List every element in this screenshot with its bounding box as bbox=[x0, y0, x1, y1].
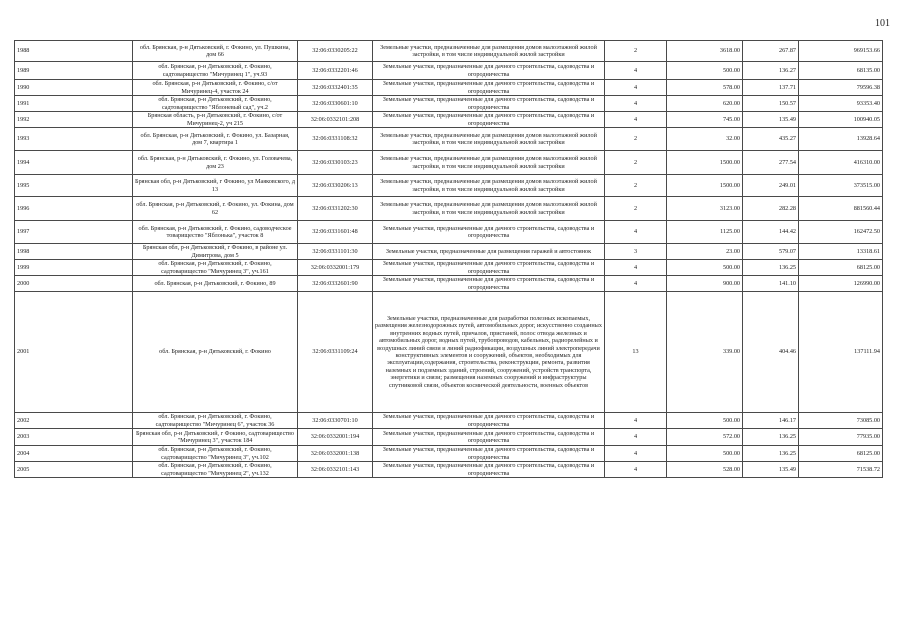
row-number: 2000 bbox=[15, 276, 133, 292]
category-cell: 4 bbox=[605, 429, 667, 446]
cadastral-value-cell: 373515.00 bbox=[799, 175, 883, 197]
table-row bbox=[15, 151, 883, 175]
category-cell: 4 bbox=[605, 96, 667, 112]
row-number: 1991 bbox=[15, 96, 133, 112]
specific-value-cell: 277.54 bbox=[743, 151, 799, 175]
address-cell: Брянская обл, р-н Дятьковский, г Фокино, садтоварищество "Мичуринец 3", участок 184 bbox=[133, 429, 298, 446]
address-cell: обл. Брянская, р-н Дятьковский, г. Фокино, садоводческое товарищество "Яблонька", участок 8 bbox=[133, 221, 298, 244]
address-cell: Брянская обл, р-н Дятьковский, г Фокино, в районе ул. Димитрова, дом 5 bbox=[133, 244, 298, 260]
area-cell: 3123.00 bbox=[667, 197, 743, 221]
row-number: 1999 bbox=[15, 260, 133, 276]
table-row bbox=[15, 175, 883, 197]
row-number: 2002 bbox=[15, 413, 133, 429]
permitted-use-cell: Земельные участки, предназначенные для размещения домов малоэтажной жилой застройки, в том числе индивидуальной жилой застройки bbox=[373, 151, 605, 175]
cadastral-value-cell: 68125.00 bbox=[799, 260, 883, 276]
row-number: 2004 bbox=[15, 446, 133, 462]
row-number: 1994 bbox=[15, 151, 133, 175]
specific-value-cell: 435.27 bbox=[743, 128, 799, 151]
table-row bbox=[15, 41, 883, 62]
cadastral-number-cell: 32:06:0330601:10 bbox=[298, 96, 373, 112]
table-row bbox=[15, 197, 883, 221]
specific-value-cell: 136.27 bbox=[743, 62, 799, 80]
cadastral-value-cell: 71538.72 bbox=[799, 462, 883, 478]
address-cell: обл. Брянская, р-н Дятьковский, г. Фокино, ул. Головачева, дом 23 bbox=[133, 151, 298, 175]
specific-value-cell: 141.10 bbox=[743, 276, 799, 292]
category-cell: 4 bbox=[605, 446, 667, 462]
permitted-use-cell: Земельные участки, предназначенные для дачного строительства, садоводства и огородничества bbox=[373, 62, 605, 80]
row-number: 1996 bbox=[15, 197, 133, 221]
cadastral-number-cell: 32:06:0331108:32 bbox=[298, 128, 373, 151]
table-row bbox=[15, 462, 883, 478]
category-cell: 2 bbox=[605, 151, 667, 175]
address-cell: обл. Брянская, р-н Дятьковский, г. Фокино, ул. Фокина, дом 62 bbox=[133, 197, 298, 221]
cadastral-number-cell: 32:06:0332001:138 bbox=[298, 446, 373, 462]
row-number: 1998 bbox=[15, 244, 133, 260]
area-cell: 32.00 bbox=[667, 128, 743, 151]
cadastral-value-cell: 68135.00 bbox=[799, 62, 883, 80]
table-row bbox=[15, 128, 883, 151]
row-number: 1990 bbox=[15, 80, 133, 96]
specific-value-cell: 137.71 bbox=[743, 80, 799, 96]
row-number: 1988 bbox=[15, 41, 133, 62]
permitted-use-cell: Земельные участки, предназначенные для разработки полезных ископаемых, размещения железнодорожных путей, автомобильных дорог, искусственно созданных внутренних водных путей, причалов, пристаней, полос отвода железных и автомобильных дорог, водных путей, трубопроводов, кабельных, радиорелейных и воздушных линий связи и линий радиофикации, воздушных линий электропередачи конструктивных элементов и сооружений, объектов, необходимых для эксплуатации,содержания, строительства, реконструкции, ремонта, развития наземных и подземных зданий, строений, сооружений, устройств транспорта, энергетики и связи; размещения наземных сооружений и инфраструктуры спутниковой связи, объектов космической деятельности, военных объектов bbox=[373, 292, 605, 413]
permitted-use-cell: Земельные участки, предназначенные для дачного строительства, садоводства и огородничества bbox=[373, 96, 605, 112]
address-cell: обл. Брянская, р-н Дятьковский, г. Фокино, садтоварищество "Мичуринец 3", уч.102 bbox=[133, 446, 298, 462]
address-cell: обл. Брянская, р-н Дятьковский, г. Фокино, садтоварищество "Мичуринец 2", уч.132 bbox=[133, 462, 298, 478]
table-row bbox=[15, 244, 883, 260]
cadastral-number-cell: 32:06:0332601:90 bbox=[298, 276, 373, 292]
area-cell: 500.00 bbox=[667, 446, 743, 462]
area-cell: 23.00 bbox=[667, 244, 743, 260]
page-number: 101 bbox=[875, 18, 890, 29]
specific-value-cell: 136.25 bbox=[743, 429, 799, 446]
category-cell: 2 bbox=[605, 41, 667, 62]
row-number: 2003 bbox=[15, 429, 133, 446]
address-cell: обл. Брянская, р-н Дятьковский, г. Фокино, садтоварищество "Яблоневый сад", уч.2 bbox=[133, 96, 298, 112]
row-number: 2001 bbox=[15, 292, 133, 413]
cadastral-number-cell: 32:06:0331101:30 bbox=[298, 244, 373, 260]
permitted-use-cell: Земельные участки, предназначенные для дачного строительства, садоводства и огородничества bbox=[373, 462, 605, 478]
address-cell: Брянская область, р-н Дятьковский, г. Фокино, с/от Мичуринец-2, уч 215 bbox=[133, 112, 298, 128]
cadastral-value-cell: 93353.40 bbox=[799, 96, 883, 112]
category-cell: 4 bbox=[605, 413, 667, 429]
cadastral-value-cell: 137111.94 bbox=[799, 292, 883, 413]
specific-value-cell: 249.01 bbox=[743, 175, 799, 197]
cadastral-number-cell: 32:06:0331109:24 bbox=[298, 292, 373, 413]
category-cell: 4 bbox=[605, 462, 667, 478]
table-row bbox=[15, 276, 883, 292]
table-row bbox=[15, 221, 883, 244]
area-cell: 1500.00 bbox=[667, 151, 743, 175]
row-number: 1993 bbox=[15, 128, 133, 151]
cadastral-value-cell: 73085.00 bbox=[799, 413, 883, 429]
area-cell: 900.00 bbox=[667, 276, 743, 292]
area-cell: 528.00 bbox=[667, 462, 743, 478]
permitted-use-cell: Земельные участки, предназначенные для размещения домов малоэтажной жилой застройки, в том числе индивидуальной жилой застройки bbox=[373, 175, 605, 197]
cadastral-value-cell: 79596.38 bbox=[799, 80, 883, 96]
cadastral-number-cell: 32:06:0332001:194 bbox=[298, 429, 373, 446]
permitted-use-cell: Земельные участки, предназначенные для размещения гаражей и автостоянок bbox=[373, 244, 605, 260]
cadastral-number-cell: 32:06:0330206:13 bbox=[298, 175, 373, 197]
address-cell: обл. Брянская, р-н Дятьковский, г. Фокино, садтоварищество "Мичуринец 3", уч.161 bbox=[133, 260, 298, 276]
table-row bbox=[15, 429, 883, 446]
address-cell: обл. Брянская, р-н Дятьковский, г. Фокино, 89 bbox=[133, 276, 298, 292]
row-number: 2005 bbox=[15, 462, 133, 478]
address-cell: обл. Брянская, р-н Дятьковский, г. Фокино, садтоварищество "Мичуринец 6", участок 36 bbox=[133, 413, 298, 429]
cadastral-number-cell: 32:06:0331202:30 bbox=[298, 197, 373, 221]
permitted-use-cell: Земельные участки, предназначенные для дачного строительства, садоводства и огородничества bbox=[373, 446, 605, 462]
table-row bbox=[15, 80, 883, 96]
category-cell: 4 bbox=[605, 80, 667, 96]
permitted-use-cell: Земельные участки, предназначенные для дачного строительства, садоводства и огородничества bbox=[373, 80, 605, 96]
permitted-use-cell: Земельные участки, предназначенные для размещения домов малоэтажной жилой застройки, в том числе индивидуальной жилой застройки bbox=[373, 41, 605, 62]
permitted-use-cell: Земельные участки, предназначенные для дачного строительства, садоводства и огородничества bbox=[373, 260, 605, 276]
area-cell: 620.00 bbox=[667, 96, 743, 112]
cadastral-value-cell: 969153.66 bbox=[799, 41, 883, 62]
permitted-use-cell: Земельные участки, предназначенные для дачного строительства, садоводства и огородничества bbox=[373, 221, 605, 244]
cadastral-number-cell: 32:06:0332101:143 bbox=[298, 462, 373, 478]
address-cell: обл. Брянская, р-н Дятьковский, г. Фокино, с/от Мичуринец-4, участок 24 bbox=[133, 80, 298, 96]
cadastral-number-cell: 32:06:0331601:48 bbox=[298, 221, 373, 244]
cadastral-number-cell: 32:06:0332201:46 bbox=[298, 62, 373, 80]
category-cell: 4 bbox=[605, 62, 667, 80]
address-cell: обл. Брянская, р-н Дятьковский, г. Фокино bbox=[133, 292, 298, 413]
cadastral-value-cell: 13928.64 bbox=[799, 128, 883, 151]
cadastral-value-cell: 881560.44 bbox=[799, 197, 883, 221]
permitted-use-cell: Земельные участки, предназначенные для размещения домов малоэтажной жилой застройки, в том числе индивидуальной жилой застройки bbox=[373, 197, 605, 221]
cadastral-number-cell: 32:06:0332401:35 bbox=[298, 80, 373, 96]
category-cell: 13 bbox=[605, 292, 667, 413]
cadastral-value-cell: 416310.00 bbox=[799, 151, 883, 175]
table-row bbox=[15, 292, 883, 413]
permitted-use-cell: Земельные участки, предназначенные для дачного строительства, садоводства и огородничества bbox=[373, 429, 605, 446]
specific-value-cell: 579.07 bbox=[743, 244, 799, 260]
category-cell: 3 bbox=[605, 244, 667, 260]
cadastral-number-cell: 32:06:0330103:23 bbox=[298, 151, 373, 175]
row-number: 1992 bbox=[15, 112, 133, 128]
area-cell: 578.00 bbox=[667, 80, 743, 96]
category-cell: 4 bbox=[605, 221, 667, 244]
permitted-use-cell: Земельные участки, предназначенные для дачного строительства, садоводства и огородничества bbox=[373, 112, 605, 128]
specific-value-cell: 135.49 bbox=[743, 112, 799, 128]
row-number: 1989 bbox=[15, 62, 133, 80]
cadastral-value-cell: 77935.00 bbox=[799, 429, 883, 446]
area-cell: 500.00 bbox=[667, 62, 743, 80]
cadastral-value-cell: 68125.00 bbox=[799, 446, 883, 462]
table-row bbox=[15, 260, 883, 276]
cadastral-value-cell: 126990.00 bbox=[799, 276, 883, 292]
area-cell: 1125.00 bbox=[667, 221, 743, 244]
area-cell: 572.00 bbox=[667, 429, 743, 446]
category-cell: 4 bbox=[605, 260, 667, 276]
area-cell: 500.00 bbox=[667, 260, 743, 276]
specific-value-cell: 135.49 bbox=[743, 462, 799, 478]
specific-value-cell: 267.87 bbox=[743, 41, 799, 62]
cadastral-value-cell: 13318.61 bbox=[799, 244, 883, 260]
row-number: 1997 bbox=[15, 221, 133, 244]
area-cell: 339.00 bbox=[667, 292, 743, 413]
table-row bbox=[15, 413, 883, 429]
cadastral-number-cell: 32:06:0330205:22 bbox=[298, 41, 373, 62]
table-row bbox=[15, 112, 883, 128]
permitted-use-cell: Земельные участки, предназначенные для дачного строительства, садоводства и огородничества bbox=[373, 276, 605, 292]
table-row bbox=[15, 96, 883, 112]
specific-value-cell: 136.25 bbox=[743, 260, 799, 276]
row-number: 1995 bbox=[15, 175, 133, 197]
table-row bbox=[15, 62, 883, 80]
address-cell: обл. Брянская, р-н Дятьковский, г. Фокино, ул. Базарная, дом 7, квартира 1 bbox=[133, 128, 298, 151]
table-row bbox=[15, 446, 883, 462]
cadastral-number-cell: 32:06:0332001:179 bbox=[298, 260, 373, 276]
specific-value-cell: 144.42 bbox=[743, 221, 799, 244]
category-cell: 2 bbox=[605, 128, 667, 151]
cadastral-value-cell: 162472.50 bbox=[799, 221, 883, 244]
area-cell: 500.00 bbox=[667, 413, 743, 429]
specific-value-cell: 282.28 bbox=[743, 197, 799, 221]
category-cell: 2 bbox=[605, 197, 667, 221]
permitted-use-cell: Земельные участки, предназначенные для размещения домов малоэтажной жилой застройки, в том числе индивидуальной жилой застройки bbox=[373, 128, 605, 151]
area-cell: 1500.00 bbox=[667, 175, 743, 197]
address-cell: обл. Брянская, р-н Дятьковский, г. Фокино, ул. Пушкина, дом 66 bbox=[133, 41, 298, 62]
category-cell: 4 bbox=[605, 112, 667, 128]
area-cell: 745.00 bbox=[667, 112, 743, 128]
cadastral-value-cell: 100940.05 bbox=[799, 112, 883, 128]
cadastral-number-cell: 32:06:0332101:208 bbox=[298, 112, 373, 128]
cadastral-number-cell: 32:06:0330701:10 bbox=[298, 413, 373, 429]
specific-value-cell: 146.17 bbox=[743, 413, 799, 429]
area-cell: 3618.00 bbox=[667, 41, 743, 62]
permitted-use-cell: Земельные участки, предназначенные для дачного строительства, садоводства и огородничества bbox=[373, 413, 605, 429]
address-cell: обл. Брянская, р-н Дятьковский, г. Фокино, садтоварищество "Мичуринец 1", уч.93 bbox=[133, 62, 298, 80]
specific-value-cell: 404.46 bbox=[743, 292, 799, 413]
specific-value-cell: 150.57 bbox=[743, 96, 799, 112]
specific-value-cell: 136.25 bbox=[743, 446, 799, 462]
cadastral-value-table bbox=[14, 40, 883, 478]
category-cell: 2 bbox=[605, 175, 667, 197]
address-cell: Брянская обл, р-н Дятьковский, г Фокино, ул Маяковского, д 13 bbox=[133, 175, 298, 197]
category-cell: 4 bbox=[605, 276, 667, 292]
